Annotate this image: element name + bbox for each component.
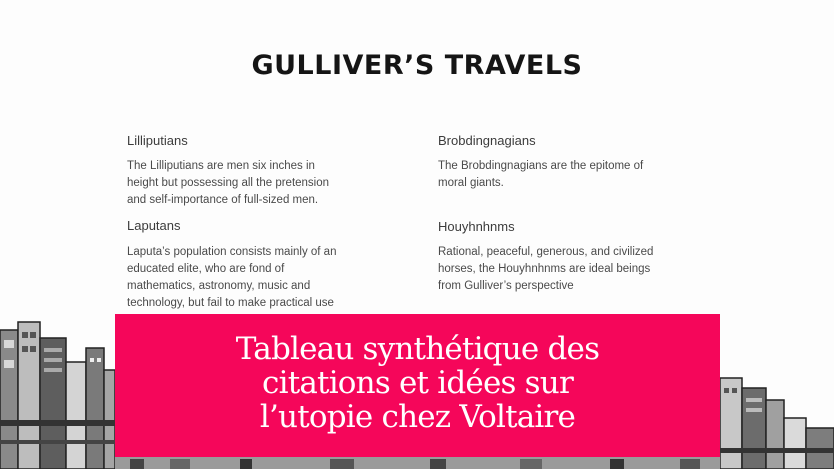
section-line: The Brobdingnagians are the epitome of	[438, 160, 644, 172]
section-line: educated elite, who are fond of	[127, 263, 285, 275]
section-line: Laputa’s population consists mainly of an	[127, 246, 337, 258]
section-body-lilliputians	[127, 158, 397, 209]
banner-title-line: Tableau synthétique des	[235, 331, 600, 367]
section-title-houyhnhnms: Houyhnhnms	[438, 219, 515, 234]
section-body-houyhnhnms	[438, 244, 708, 295]
banner-title-line: citations et idées sur	[262, 365, 573, 401]
banner-title	[115, 332, 720, 434]
title-banner	[115, 314, 720, 457]
section-line: technology, but fail to make practical use	[127, 297, 334, 309]
section-line: The Lilliputians are men six inches in	[127, 160, 315, 172]
section-line: moral giants.	[438, 177, 504, 189]
section-line: height but possessing all the pretension	[127, 177, 330, 189]
section-line: mathematics, astronomy, music and	[127, 280, 311, 292]
section-title-laputans: Laputans	[127, 218, 181, 233]
section-title-brobdingnagians: Brobdingnagians	[438, 133, 536, 148]
section-line: from Gulliver’s perspective	[438, 280, 574, 292]
section-title-lilliputians: Lilliputians	[127, 133, 188, 148]
section-line: horses, the Houyhnhnms are ideal beings	[438, 263, 651, 275]
document-title: GULLIVER’S TRAVELS	[251, 50, 583, 81]
section-body-brobdingnagians	[438, 158, 708, 192]
section-line: Rational, peaceful, generous, and civilized	[438, 246, 654, 258]
banner-title-line: l’utopie chez Voltaire	[259, 399, 576, 435]
section-line: and self-importance of full-sized men.	[127, 194, 319, 206]
